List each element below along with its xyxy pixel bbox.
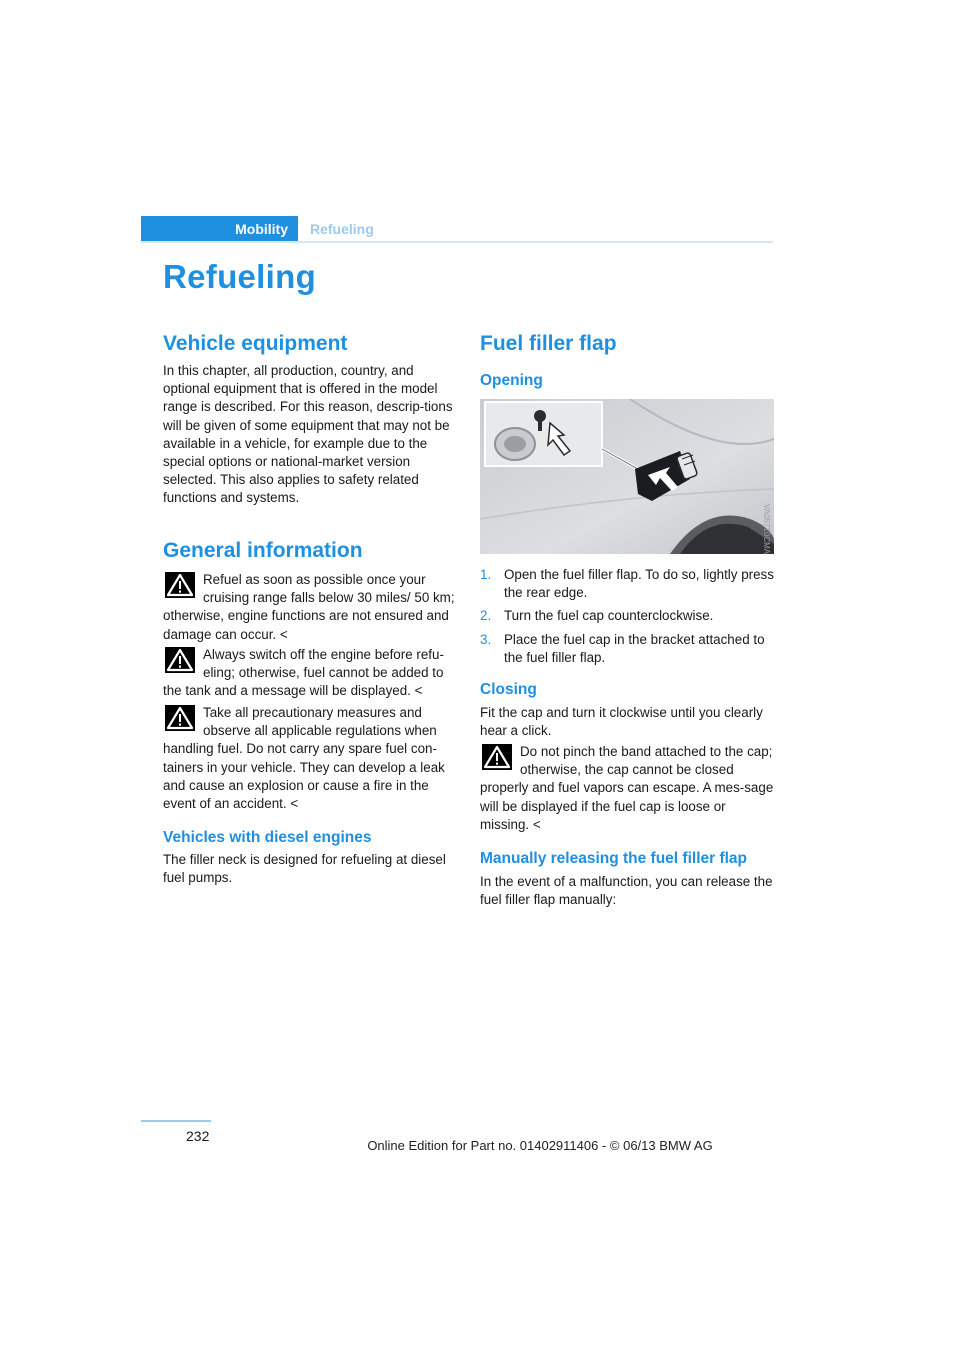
heading-manual-release: Manually releasing the fuel filler flap: [480, 850, 748, 867]
warning-triangle-icon: [165, 647, 195, 673]
heading-opening: Opening: [480, 372, 543, 389]
figure-code: VA05710CMA: [762, 504, 771, 554]
step-text: Open the fuel filler flap. To do so, lightly press the rear edge.: [504, 567, 774, 601]
page-number-rule: [141, 1120, 211, 1122]
list-item: [480, 566, 774, 602]
header-divider: [141, 241, 773, 243]
warning-refuel-text: Refuel as soon as possible once your cruising range falls below 30 miles/ 50 km; otherwise, engine functions are not ensured and damage can occur.: [163, 572, 455, 642]
heading-general-information: General information: [163, 539, 363, 562]
heading-diesel: Vehicles with diesel engines: [163, 829, 372, 846]
warning-fuel-cap-band: [480, 743, 776, 834]
vehicle-equipment-text: In this chapter, all production, country, and optional equipment that is offered in the model range is described. For this reason, descrip-tions will be given of some equipment that may not be available in a vehicle, for example due to the special options or national-market version selected. This also applies to safety related functions and systems.: [163, 363, 453, 506]
warning-engine-off: [163, 646, 461, 701]
warning-triangle-icon: [482, 744, 512, 770]
warning-engine-off-text: Always switch off the engine before refu-eling; otherwise, fuel cannot be added to the tank and a message will be displayed.: [163, 647, 444, 699]
warning-precautions-text: Take all precautionary measures and observe all applicable regulations when handling fuel. Do not carry any spare fuel con-tainers in your vehicle. They can develop a leak and cause an explosion or cause a fire in the event of an accident.: [163, 705, 445, 812]
step-text: Turn the fuel cap counterclockwise.: [504, 608, 714, 624]
list-item: [480, 631, 774, 667]
page-number: 232: [186, 1128, 210, 1144]
end-mark: <: [532, 816, 541, 832]
step-text: Place the fuel cap in the bracket attached to the fuel filler flap.: [504, 631, 765, 665]
heading-closing: Closing: [480, 681, 537, 698]
end-mark: <: [414, 683, 423, 699]
closing-text: Fit the cap and turn it clockwise until you clearly hear a click.: [480, 705, 763, 739]
step-number: 2.: [480, 608, 492, 624]
step-number: 3.: [480, 631, 492, 647]
heading-vehicle-equipment: Vehicle equipment: [163, 332, 348, 355]
fuel-filler-flap-illustration: [480, 399, 774, 554]
header-subsection-label: Refueling: [310, 221, 374, 237]
end-mark: <: [279, 626, 288, 642]
manual-release-text: In the event of a malfunction, you can release the fuel filler flap manually:: [480, 874, 773, 908]
diesel-text: The filler neck is designed for refueling at diesel fuel pumps.: [163, 852, 446, 886]
warning-triangle-icon: [165, 705, 195, 731]
heading-fuel-filler-flap: Fuel filler flap: [480, 332, 617, 355]
page-title: Refueling: [163, 258, 317, 295]
warning-precautions: [163, 704, 461, 813]
header-section-label: Mobility: [235, 221, 288, 237]
warning-triangle-icon: [165, 572, 195, 598]
warning-refuel: [163, 571, 461, 644]
end-mark: <: [290, 796, 299, 812]
opening-steps: [480, 566, 774, 672]
step-number: 1.: [480, 567, 492, 582]
warning-fuel-cap-band-text: Do not pinch the band attached to the cap; otherwise, the cap cannot be closed properly and fuel vapors can escape. A mes-sage will be displayed if the fuel cap is loose or missing.: [480, 744, 774, 832]
list-item: [480, 607, 774, 625]
footer-edition: Online Edition for Part no. 01402911406 - © 06/13 BMW AG: [367, 1138, 713, 1153]
